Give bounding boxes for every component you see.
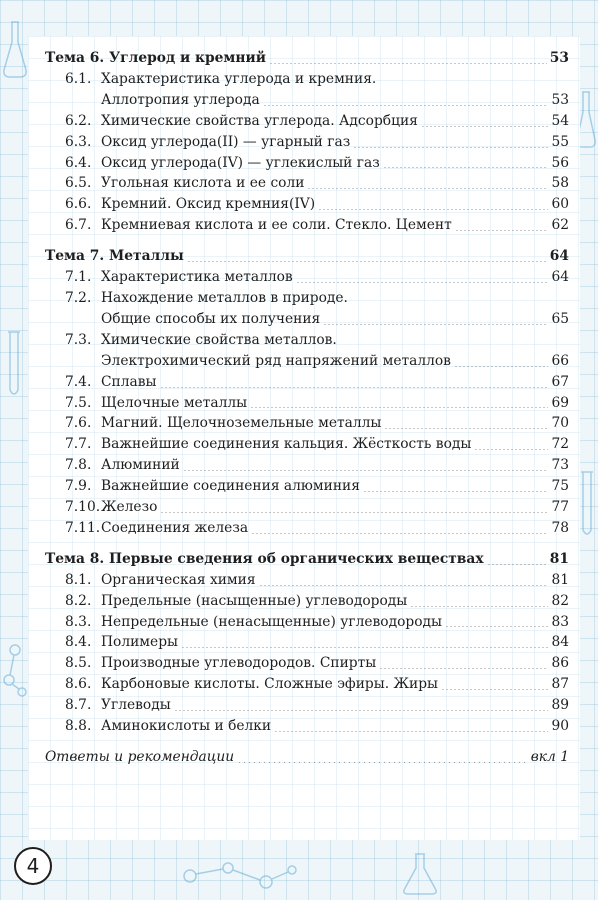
flask-icon (400, 852, 440, 896)
toc-entry-number: 6.5. (65, 175, 92, 192)
dot-leader (487, 564, 547, 565)
toc-page-number: 81 (551, 571, 569, 588)
dot-leader (383, 167, 549, 168)
dot-leader (421, 126, 549, 127)
dot-leader (445, 626, 548, 627)
toc-entry-number: 8.1. (65, 571, 92, 588)
toc-topic[interactable] (45, 549, 569, 570)
toc-entry-number: 7.10. (65, 499, 101, 516)
toc-entry-title: Предельные (насыщенные) углеводороды (101, 592, 408, 609)
dot-leader (384, 428, 548, 429)
dot-leader (263, 105, 549, 106)
toc-entry[interactable] (45, 173, 569, 194)
toc-entry-number: 8.3. (65, 613, 92, 630)
toc-page-number: 64 (551, 269, 569, 286)
test-tube-icon (578, 470, 596, 540)
toc-entry-title: Общие способы их получения (101, 310, 321, 327)
toc-page-number: 53 (551, 91, 569, 108)
toc-entry-number: 7.2. (65, 289, 92, 306)
toc-page-number: 89 (551, 697, 569, 714)
table-of-contents (45, 48, 569, 768)
toc-entry-title: Тема 7. Металлы (45, 248, 184, 265)
dot-leader (474, 449, 548, 450)
flask-icon (2, 20, 28, 80)
toc-entry-title: Тема 8. Первые сведения об органических веществах (45, 550, 484, 567)
toc-entry-number: 8.4. (65, 634, 92, 651)
toc-entry-title: Щелочные металлы (101, 394, 248, 411)
dot-leader (318, 209, 548, 210)
toc-entry-title: Производные углеводородов. Спирты (101, 655, 377, 672)
toc-entry[interactable] (45, 194, 569, 215)
dot-leader (307, 188, 548, 189)
dot-leader (410, 606, 548, 607)
toc-entry-title: Непредельные (ненасыщенные) углеводороды (101, 613, 442, 630)
toc-entry[interactable] (45, 288, 569, 309)
toc-entry-number: 6.7. (65, 217, 92, 234)
toc-entry-number: 8.5. (65, 655, 92, 672)
toc-entry[interactable] (45, 267, 569, 288)
toc-entry-number: 7.6. (65, 415, 92, 432)
toc-entry[interactable] (45, 153, 569, 174)
toc-entry-title: Химические свойства углерода. Адсорбция (101, 112, 418, 129)
molecule-icon (2, 640, 28, 700)
toc-entry-number: 8.6. (65, 676, 92, 693)
toc-entry-number: 7.1. (65, 269, 92, 286)
toc-entry-title: Сплавы (101, 373, 157, 390)
toc-page-number: 84 (551, 634, 569, 651)
dot-leader (274, 731, 548, 732)
toc-entry-title: Ответы и рекомендации (45, 749, 235, 765)
toc-page-number: 90 (551, 718, 569, 735)
toc-entry-title: Характеристика металлов (101, 269, 293, 286)
toc-entry[interactable] (45, 393, 569, 414)
toc-page-number: 56 (551, 154, 569, 171)
toc-entry-number: 7.3. (65, 331, 92, 348)
toc-entry-title: Оксид углерода(II) — угарный газ (101, 133, 351, 150)
toc-entry-title: Угольная кислота и ее соли (101, 175, 305, 192)
toc-entry-title: Важнейшие соединения алюминия (101, 478, 360, 495)
page-number: 4 (26, 854, 40, 878)
toc-entry[interactable] (45, 215, 569, 236)
toc-page-number: 66 (551, 352, 569, 369)
toc-entry-title: Карбоновые кислоты. Сложные эфиры. Жиры (101, 676, 439, 693)
page-number-badge (14, 847, 52, 885)
dot-leader (237, 762, 528, 763)
dot-leader (174, 710, 549, 711)
toc-page-number: 87 (551, 676, 569, 693)
toc-entry[interactable] (45, 372, 569, 393)
toc-entry-number: 8.2. (65, 592, 92, 609)
toc-page-number: 58 (551, 175, 569, 192)
toc-entry[interactable] (45, 497, 569, 518)
toc-entry[interactable] (45, 591, 569, 612)
dot-leader (183, 470, 549, 471)
toc-entry-number: 6.6. (65, 196, 92, 213)
toc-entry[interactable] (45, 455, 569, 476)
toc-entry[interactable] (45, 434, 569, 455)
dot-leader (296, 282, 549, 283)
toc-entry[interactable] (45, 69, 569, 90)
toc-entry-title: Полимеры (101, 634, 179, 651)
toc-entry-number: 7.9. (65, 478, 92, 495)
toc-topic[interactable] (45, 48, 569, 69)
toc-page-number: 69 (551, 394, 569, 411)
dot-leader (250, 407, 548, 408)
toc-entry[interactable] (45, 612, 569, 633)
toc-entry-title: Нахождение металлов в природе. (101, 289, 348, 306)
toc-page-number: 78 (551, 519, 569, 536)
toc-entry[interactable] (45, 351, 569, 372)
toc-entry[interactable] (45, 674, 569, 695)
toc-page-number: 82 (551, 592, 569, 609)
toc-page-number: 75 (551, 478, 569, 495)
toc-page-number: 53 (549, 50, 569, 66)
toc-entry-title: Важнейшие соединения кальция. Жёсткость воды (101, 436, 472, 453)
toc-entry-title: Оксид углерода(IV) — углекислый газ (101, 154, 380, 171)
toc-entry-title: Углеводы (101, 697, 171, 714)
toc-page-number: 65 (551, 310, 569, 327)
toc-entry[interactable] (45, 413, 569, 434)
toc-entry-number: 6.2. (65, 112, 92, 129)
dot-leader (379, 668, 548, 669)
toc-entry-title: Химические свойства металлов. (101, 331, 337, 348)
toc-entry-title: Аминокислоты и белки (101, 718, 272, 735)
toc-entry-title: Кремний. Оксид кремния(IV) (101, 196, 316, 213)
dot-leader (441, 689, 548, 690)
toc-entry[interactable] (45, 90, 569, 111)
toc-entry-number: 7.4. (65, 373, 92, 390)
toc-page-number: 60 (551, 196, 569, 213)
toc-entry[interactable] (45, 476, 569, 497)
toc-page-number: 77 (551, 499, 569, 516)
toc-entry[interactable] (45, 330, 569, 351)
toc-entry-number: 6.3. (65, 133, 92, 150)
dot-leader (251, 533, 548, 534)
dot-leader (160, 387, 549, 388)
toc-entry-title: Соединения железа (101, 519, 249, 536)
toc-entry-title: Электрохимический ряд напряжений металлов (101, 352, 451, 369)
toc-entry[interactable] (45, 309, 569, 330)
toc-entry-number: 8.7. (65, 697, 92, 714)
toc-entry-title: Тема 6. Углерод и кремний (45, 50, 266, 66)
toc-page-number: 70 (551, 415, 569, 432)
dot-leader (269, 63, 547, 64)
dot-leader (455, 230, 549, 231)
toc-entry-title: Алюминий (101, 457, 180, 474)
toc-entry-title: Органическая химия (101, 571, 256, 588)
toc-page-number: 62 (551, 217, 569, 234)
toc-answers[interactable] (45, 747, 569, 768)
toc-entry-number: 7.5. (65, 394, 92, 411)
dot-leader (363, 491, 548, 492)
toc-entry[interactable] (45, 716, 569, 737)
toc-entry[interactable] (45, 653, 569, 674)
toc-page-number: 67 (551, 373, 569, 390)
toc-entry-title: Кремниевая кислота и ее соли. Стекло. Цемент (101, 217, 452, 234)
toc-entry-number: 7.7. (65, 436, 92, 453)
toc-entry[interactable] (45, 111, 569, 132)
dot-leader (454, 366, 548, 367)
toc-entry-number: 7.8. (65, 457, 92, 474)
dot-leader (353, 147, 548, 148)
toc-page-number: вкл 1 (530, 749, 569, 765)
toc-page-number: 72 (551, 436, 569, 453)
toc-page-number: 86 (551, 655, 569, 672)
toc-entry-title: Железо (101, 499, 158, 516)
toc-entry-title: Магний. Щелочноземельные металлы (101, 415, 382, 432)
toc-entry-number: 7.11. (65, 519, 101, 536)
toc-entry-number: 8.8. (65, 718, 92, 735)
toc-page-number: 83 (551, 613, 569, 630)
dot-leader (259, 585, 549, 586)
dot-leader (160, 512, 548, 513)
toc-page-number: 54 (551, 112, 569, 129)
toc-page-number: 81 (549, 550, 569, 567)
toc-entry[interactable] (45, 570, 569, 591)
toc-entry-number: 6.4. (65, 154, 92, 171)
toc-entry[interactable] (45, 518, 569, 539)
toc-entry-title: Аллотропия углерода (101, 91, 260, 108)
toc-page-number: 73 (551, 457, 569, 474)
dot-leader (323, 324, 548, 325)
toc-entry-title: Характеристика углерода и кремния. (101, 70, 377, 87)
test-tube-icon (4, 330, 24, 400)
toc-page-number: 64 (549, 248, 569, 265)
toc-entry-number: 6.1. (65, 70, 92, 87)
dot-leader (187, 261, 547, 262)
toc-entry[interactable] (45, 632, 569, 653)
toc-entry[interactable] (45, 695, 569, 716)
molecule-icon (180, 858, 300, 894)
toc-entry[interactable] (45, 132, 569, 153)
toc-topic[interactable] (45, 246, 569, 267)
toc-page-number: 55 (551, 133, 569, 150)
dot-leader (181, 647, 548, 648)
